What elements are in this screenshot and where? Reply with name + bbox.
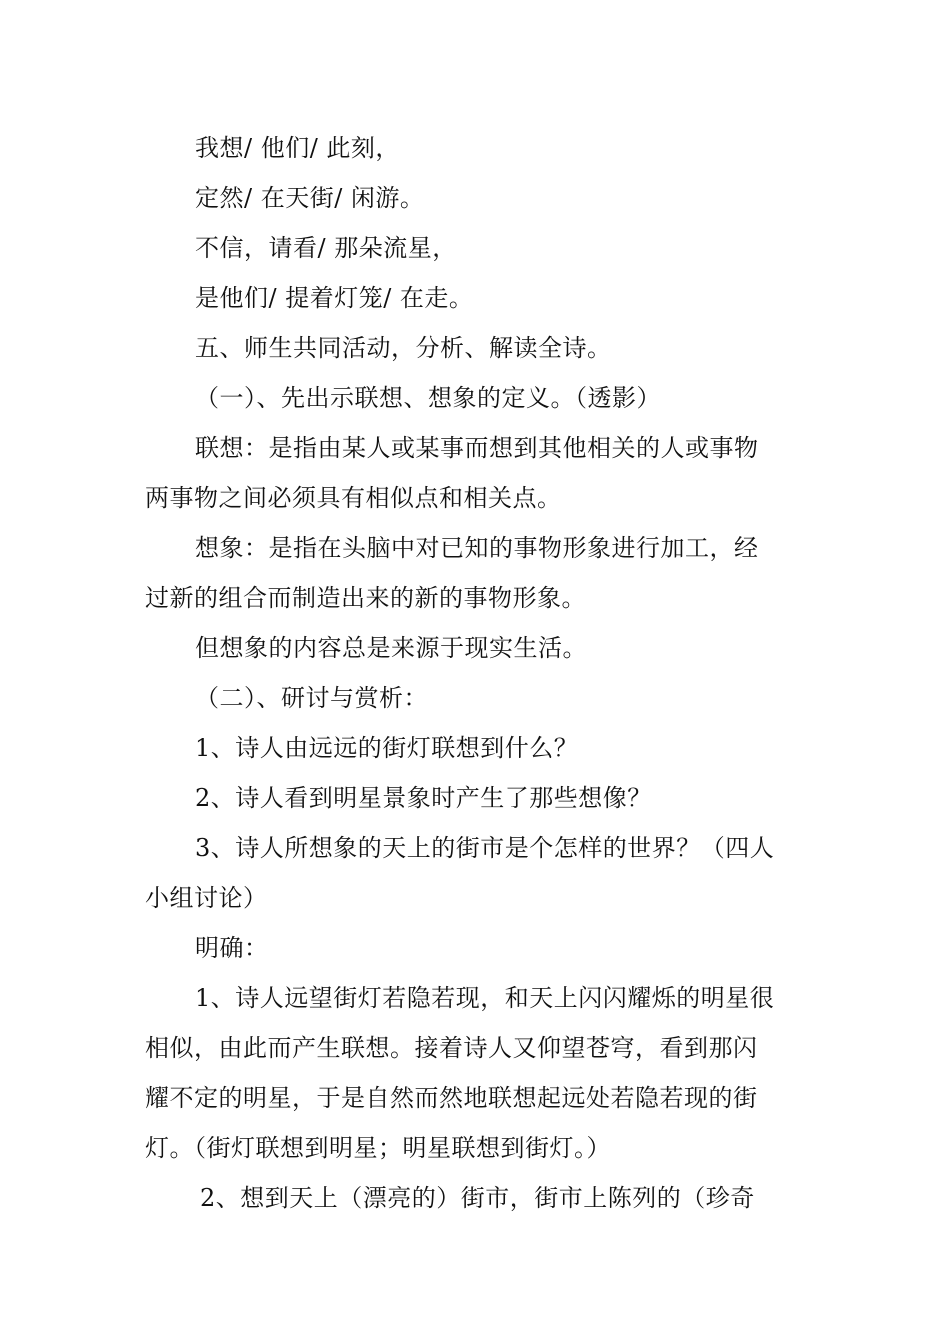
paragraph-line: 联想：是指由某人或某事而想到其他相关的人或事物 [195,434,759,462]
poem-line-4: 是他们/ 提着灯笼/ 在走。 [195,284,474,312]
paragraph-line: 但想象的内容总是来源于现实生活。 [195,634,587,662]
paragraph-line: 两事物之间必须具有相似点和相关点。 [145,484,562,512]
paragraph-line: 相似，由此而产生联想。接着诗人又仰望苍穹，看到那闪 [145,1034,758,1062]
paragraph-line: 过新的组合而制造出来的新的事物形象。 [145,584,586,612]
paragraph-line: 小组讨论） [145,884,268,912]
subsection-heading-1: （一）、先出示联想、想象的定义。（透影） [195,384,661,412]
poem-line-2: 定然/ 在天街/ 闲游。 [195,184,425,212]
paragraph-line: 想象：是指在头脑中对已知的事物形象进行加工，经 [195,534,759,562]
question-item-2: 2、诗人看到明星景象时产生了那些想像？ [195,784,652,812]
poem-line-3: 不信，请看/ 那朵流星， [195,234,457,262]
subsection-heading-2: （二）、研讨与赏析： [195,684,428,712]
question-item-3: 3、诗人所想象的天上的街市是个怎样的世界？（四人 [195,834,775,862]
document-body [145,128,810,1228]
question-item-1: 1、诗人由远远的街灯联想到什么？ [195,734,579,762]
paragraph-line: 灯。（街灯联想到明星；明星联想到街灯。） [145,1134,611,1162]
poem-line-1: 我想/ 他们/ 此刻， [195,134,400,162]
answer-item-1: 1、诗人远望街灯若隐若现，和天上闪闪耀烁的明星很 [195,984,775,1012]
answer-item-2: 2、想到天上（漂亮的）街市，街市上陈列的（珍奇 [200,1184,755,1212]
paragraph-line: 耀不定的明星，于是自然而然地联想起远处若隐若现的街 [145,1084,758,1112]
answer-heading: 明确： [195,934,269,962]
section-heading-5: 五、师生共同活动，分析、解读全诗。 [195,334,612,362]
